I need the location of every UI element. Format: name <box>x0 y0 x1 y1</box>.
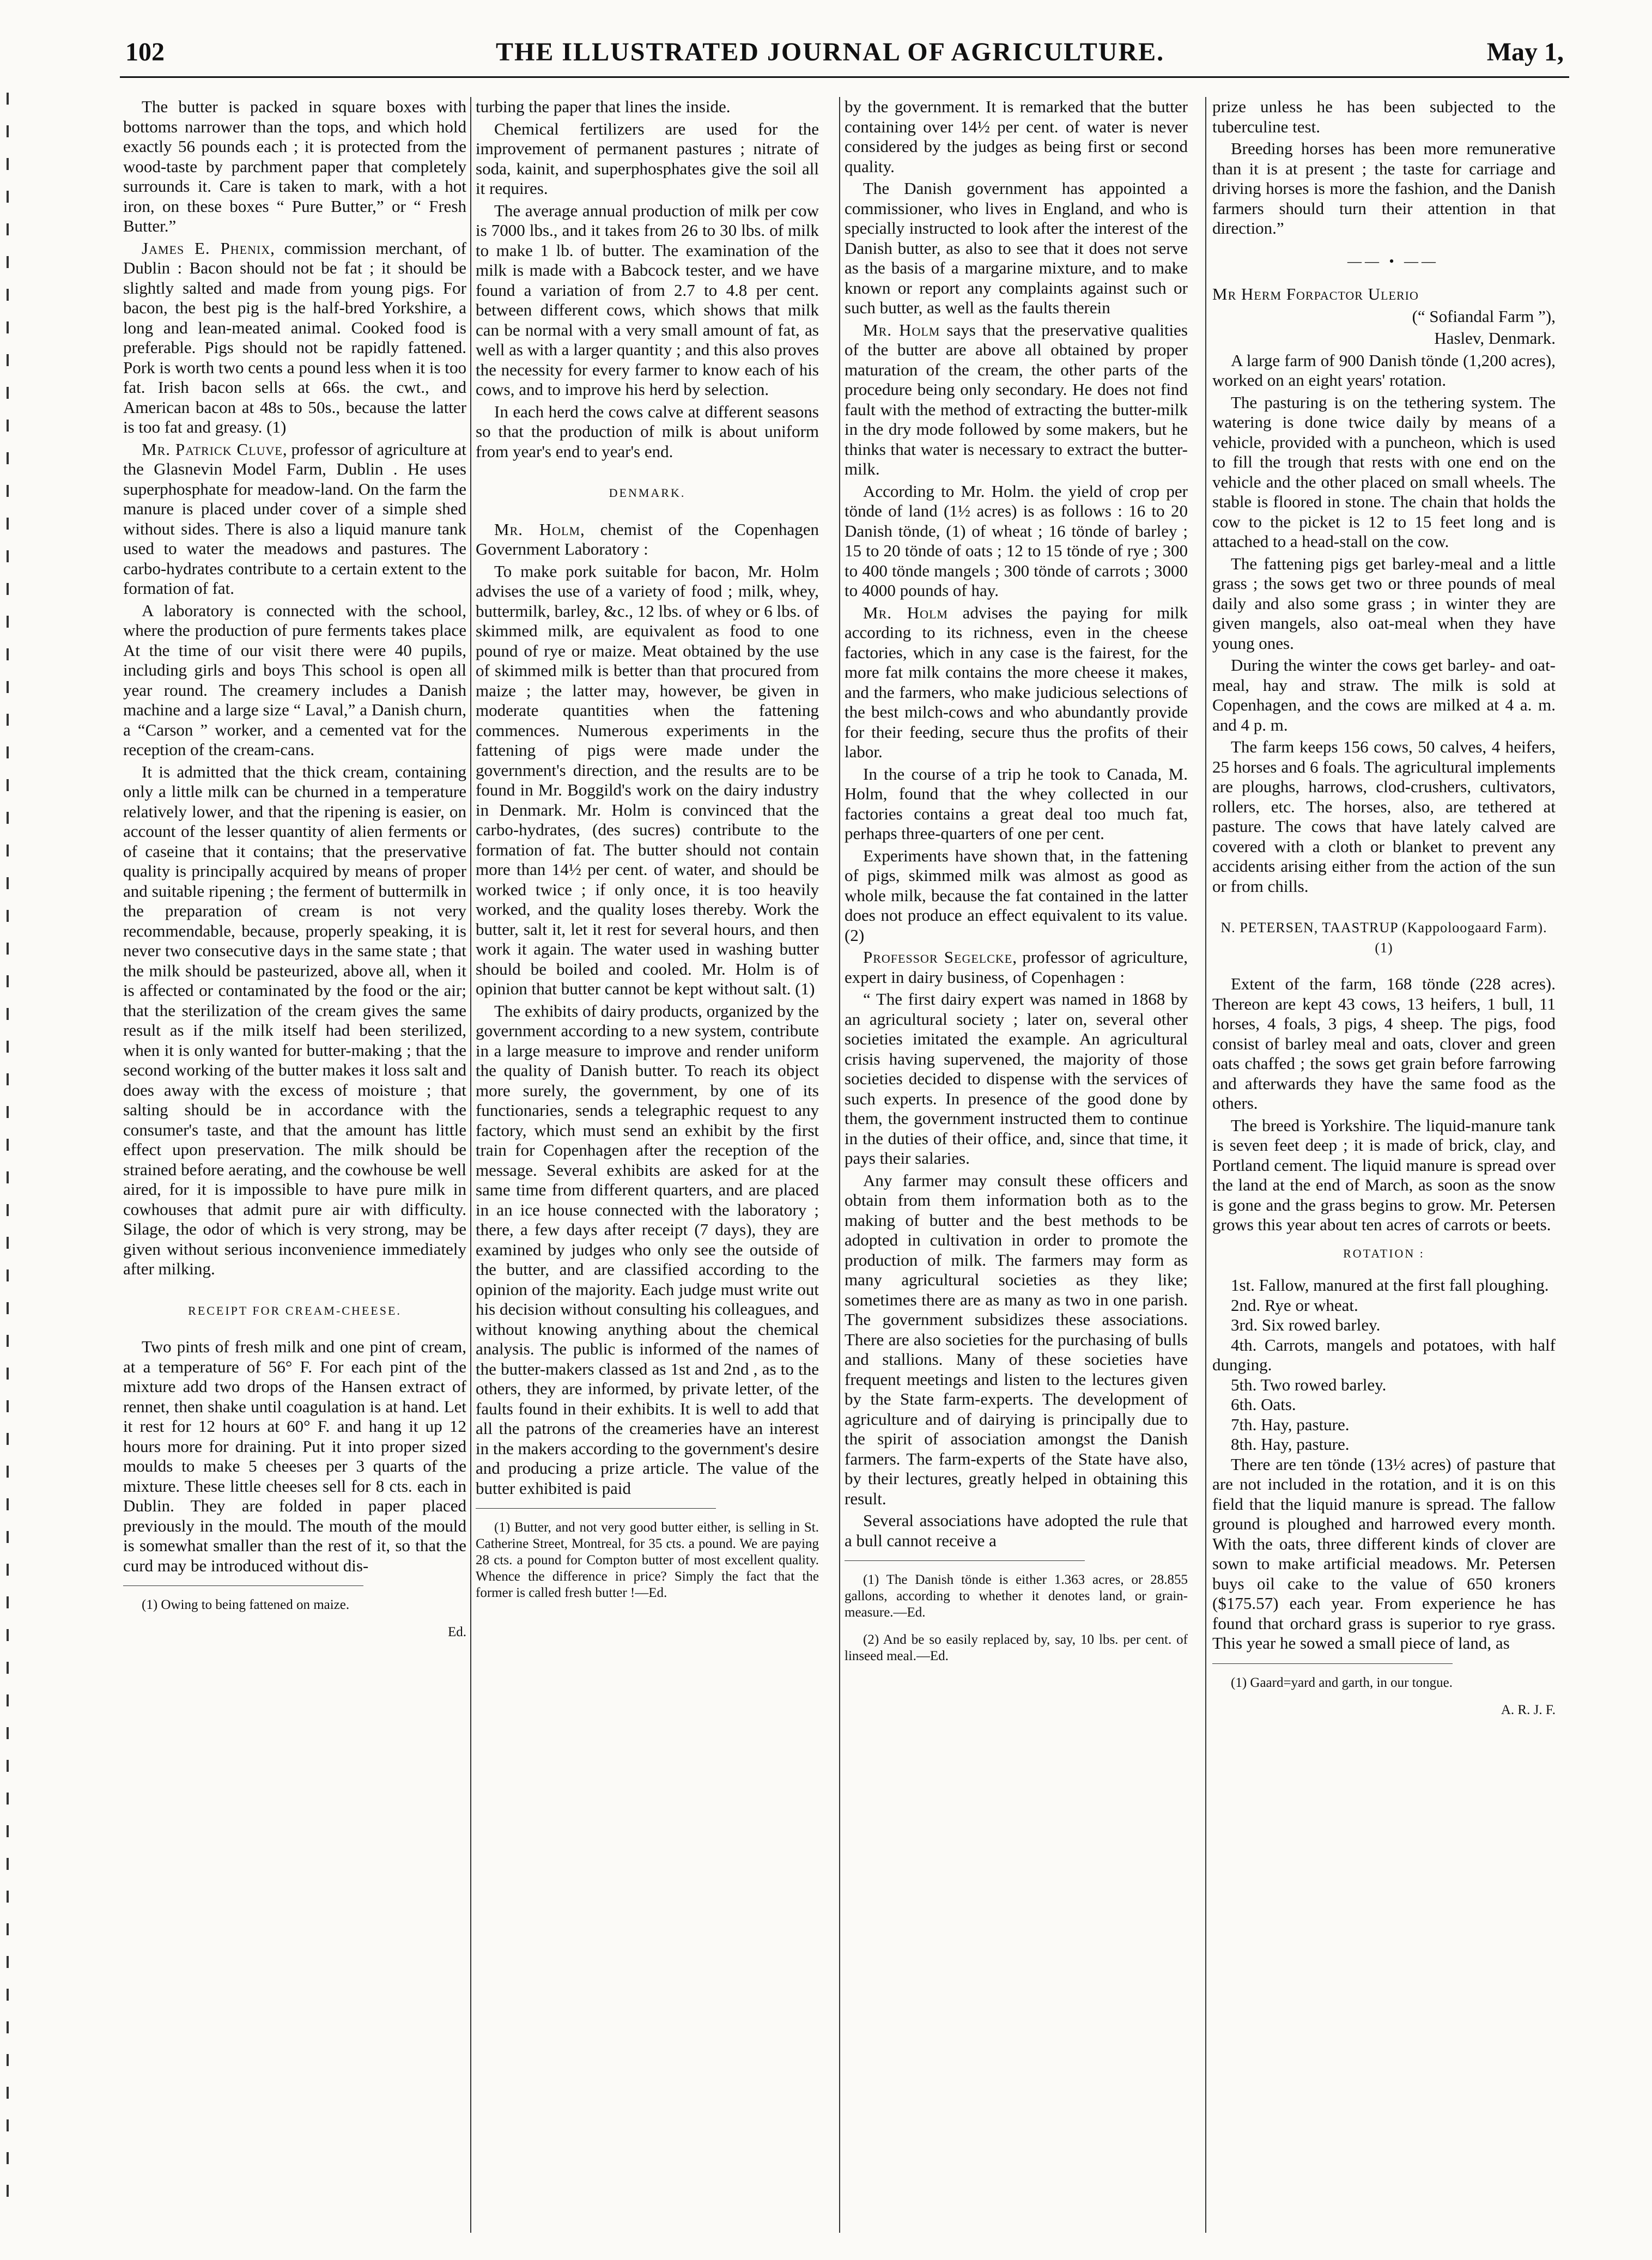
paragraph: “ The first dairy expert was named in 1868 by an agricultural society ; later on, several other societies imitated the example. An agricultural crisis having supervened, the majority of those societies decided to dispense with the services of such experts. In presence of the good done by them, the government instructed them to continue in the duties of their office, and, since that time, it pays their salaries. <box>845 989 1188 1168</box>
issue-date: May 1, <box>1486 38 1564 66</box>
column-separator <box>1205 97 1206 2233</box>
ornament-divider: —— • —— <box>1347 253 1440 269</box>
page-header <box>125 37 1564 81</box>
paragraph: In each herd the cows calve at different seasons so that the production of milk is about uniform from year's end to year's end. <box>476 402 819 461</box>
footnote-signature: A. R. J. F. <box>1501 1702 1556 1717</box>
paragraph-text: , chemist of the Copenhagen Government Laboratory : <box>476 519 819 558</box>
speaker-name: Professor Segelcke <box>863 947 1013 967</box>
section-heading: Mr Herm Forpactor Ulerio <box>1212 284 1419 303</box>
paragraph <box>845 947 1188 987</box>
paragraph: Extent of the farm, 168 tönde (228 acres). Thereon are kept 43 cows, 13 heifers, 1 bull, 11 horses, 4 foals, 3 pigs, 4 sheep. The pigs, food consist of barley meal and oats, clover and green oats chaffed ; the sows get grain before farrowing and afterwards they have the same food as the others. <box>1212 974 1556 1113</box>
paragraph: The exhibits of dairy products, organized by the government according to a new system, contribute in a large measure to improve and render uniform the quality of Danish butter. To reach its object more surely, the government, by one of its functionaries, sends a telegraphic request to any factory, which must send an exhibit by the first train for Copenhagen after the reception of the message. Several exhibits are asked for at the same time from different quarters, and are placed in an ice house connected with the laboratory ; there, a few days after receipt (7 days), they are examined by judges who only see the outside of the butter, and are classified according to the opinion of the majority. Each judge must write out his decision without consulting his colleagues, and without knowing anything about the chemical analysis. The public is informed of the names of the butter-makers classed as 1st and 2nd , as to the others, they are informed, by private letter, of the faults found in their exhibits. It is well to add that all the patrons of the creameries have an interest in the makers according to the government's desire and producing a prize article. The value of the butter exhibited is paid <box>476 1001 819 1498</box>
paragraph-text: , professor of agriculture at the Glasnevin Model Farm, Dublin . He uses superphosphate for meadow-land. On the farm the manure is placed under cover of a simple shed without sides. There is also a liquid manure tank used to water the meadows and pastures. The carbo-hydrates contribute to a certain extent to the formation of fat. <box>123 439 466 598</box>
journal-title: THE ILLUSTRATED JOURNAL OF AGRICULTURE. <box>496 38 1165 66</box>
paragraph: The farm keeps 156 cows, 50 calves, 4 heifers, 25 horses and 6 foals. The agricultural implements are ploughs, harrows, clod-crushers, cultivators, rollers, etc. The horses, also, are tethered at pasture. The cows that have lately calved are covered with a cloth or blanket to prevent any accidents arising either from the action of the sun or from chills. <box>1212 737 1556 896</box>
list-item: 8th. Hay, pasture. <box>1231 1435 1350 1454</box>
speaker-name: Mr. Holm <box>863 603 948 622</box>
paragraph <box>476 520 819 560</box>
paragraph: The average annual production of milk per cow is 7000 lbs., and it takes from 26 to 30 lbs. of milk to make 1 lb. of butter. The examination of the milk is made with a Babcock tester, and we have found a variation of from 2.7 to 4.8 per cent. between different cows, which shows that milk can be normal with a very small amount of fat, as well as with a larger quantity ; and this also proves the necessity for every farmer to know each of his cows, and to improve his herd by selection. <box>476 201 819 399</box>
paragraph: A laboratory is connected with the school, where the production of pure ferments takes place At the time of our visit there were 40 pupils, including girls and boys This school is open all year round. The creamery includes a Danish machine and a large size “ Laval,” a Danish churn, a “Carson ” worker, and a cemented vat for the reception of the cream-cans. <box>123 600 466 759</box>
paragraph <box>845 603 1188 762</box>
paragraph: prize unless he has been subjected to the tuberculine test. <box>1212 97 1556 136</box>
paragraph: In the course of a trip he took to Canada, M. Holm, found that the whey collected in our factories contains a great deal too much fat, perhaps three-quarters of one per cent. <box>845 764 1188 843</box>
list-item: 5th. Two rowed barley. <box>1231 1375 1387 1394</box>
paragraph <box>123 239 466 438</box>
footnote-signature: Ed. <box>447 1625 466 1639</box>
footnote: (1) Butter, and not very good butter either, is selling in St. Catherine Street, Montreal, for 35 cts. a pound. We are paying 28 cts. a pound for Compton butter of most excellent quality. Whence the difference in price? Simply the fact that the former is called fresh butter !—Ed. <box>476 1520 819 1600</box>
section-subheading: (“ Sofiandal Farm ”), <box>1412 306 1556 326</box>
list-item: 4th. Carrots, mangels and potatoes, with half dunging. <box>1212 1335 1556 1374</box>
footnote: (1) Gaard=yard and garth, in our tongue. <box>1231 1675 1453 1690</box>
paragraph-text: advises the paying for milk according to its richness, even in the cheese factories, which in any case is the fairest, for the more fat milk contains the more cheese it makes, and the farmers, who make judicious selections of the best milch-cows and who abundantly provide for their feeding, secure thus the profits of their labor. <box>845 603 1188 761</box>
footnote-rule <box>845 1560 1085 1561</box>
paragraph: During the winter the cows get barley- and oat-meal, hay and straw. The milk is sold at Copenhagen, and the cows are milked at 4 a. m. and 4 p. m. <box>1212 655 1556 734</box>
paragraph: Several associations have adopted the rule that a bull cannot receive a <box>845 1511 1188 1550</box>
section-heading: ROTATION : <box>1343 1246 1425 1260</box>
footnote: (1) Owing to being fattened on maize. <box>142 1597 350 1612</box>
paragraph: According to Mr. Holm. the yield of crop per tönde of land (1½ acres) is as follows : 16 to 20 Danish tönde, (1) of wheat ; 16 tönde of barley ; 15 to 20 tönde of oats ; 12 to 15 tönde of rye ; 300 to 400 tönde mangels ; 300 tönde of carrots ; 3000 to 4000 pounds of hay. <box>845 481 1188 600</box>
paragraph <box>845 320 1188 479</box>
section-heading: DENMARK. <box>609 486 686 500</box>
paragraph: The breed is Yorkshire. The liquid-manure tank is seven feet deep ; it is made of brick, clay, and Portland cement. The liquid manure is spread over the land at the end of March, as soon as the snow is gone and the grass begins to grow. Mr. Petersen grows this year about ten acres of carrots or beets. <box>1212 1115 1556 1234</box>
paragraph: Any farmer may consult these officers and obtain from them information both as to the making of butter and the best methods to be adopted in cultivation in order to promote the production of milk. The farmers may form as many agricultural societies as they like; sometimes there are as many as two in one parish. The government subsidizes these associations. There are also societies for the purchasing of bulls and stallions. Many of these societies have frequent meetings and listen to the lectures given by the State farm-experts. The development of agriculture and of dairying is principally due to the spirit of association amongst the Danish farmers. The farm-experts of the State have also, by their lectures, greatly helped in obtaining this result. <box>845 1170 1188 1508</box>
column-separator <box>470 97 471 2233</box>
paragraph: The butter is packed in square boxes with bottoms narrower than the tops, and which hold exactly 56 pounds each ; it is protected from the wood-taste by parchment paper that completely surrounds it. Care is taken to mark, with a hot iron, on these boxes “ Pure Butter,” or “ Fresh Butter.” <box>123 97 466 235</box>
list-item: 1st. Fallow, manured at the first fall ploughing. <box>1231 1275 1549 1295</box>
paragraph: There are ten tönde (13½ acres) of pasture that are not included in the rotation, and it is on this field that the liquid manure is spread. The fallow ground is ploughed and harrowed every month. With the oats, three different kinds of clover are sown to make artificial meadows. Mr. Petersen buys oil cake to the value of 650 kroners ($175.57) each year. From experience he has found that orchard grass is superior to rye grass. This year he sowed a small piece of land, as <box>1212 1454 1556 1653</box>
section-heading: RECEIPT FOR CREAM-CHEESE. <box>188 1303 402 1317</box>
paragraph: Chemical fertilizers are used for the improvement of permanent pastures ; nitrate of soda, kainit, and superphosphates give the soil all it requires. <box>476 119 819 198</box>
list-item: 7th. Hay, pasture. <box>1231 1414 1350 1434</box>
section-heading: N. PETERSEN, TAASTRUP (Kappoloogaard Farm). (1) <box>1220 920 1547 956</box>
paragraph <box>123 440 466 599</box>
paragraph-text: says that the preservative qualities of the butter are above all obtained by proper maturation of the cream, the other parts of the procedure being only secondary. He does not find fault with the method of extracting the butter-milk in the dry mode followed by some makers, but he thinks that water is necessary to extract the butter-milk. <box>845 320 1188 478</box>
column-2 <box>476 97 819 2233</box>
paragraph: To make pork suitable for bacon, Mr. Holm advises the use of a variety of food ; milk, whey, buttermilk, barley, &c., 12 lbs. of whey or 6 lbs. of skimmed milk, are equivalent as food to one pound of rye or maize. Meat obtained by the use of skimmed milk is better than that procured from maize ; the latter may, however, be given in moderate quantities when the fattening commences. Numerous experiments in the fattening of pigs were made under the government's direction, and the results are to be found in Mr. Boggild's work on the dairy industry in Denmark. Mr. Holm is convinced that the carbo-hydrates, (des sucres) contribute to the formation of fat. The butter should not contain more than 14½ per cent. of water, and should be worked twice ; if only once, it is too heavily worked, and the quality loses thereby. Work the butter, salt it, let it rest for several hours, and then work it again. The water used in washing butter should be boiled and cooled. Mr. Holm is of opinion that butter cannot be kept without salt. (1) <box>476 561 819 998</box>
speaker-name: Mr. Holm <box>494 519 581 539</box>
paragraph: The Danish government has appointed a commissioner, who lives in England, and who is specially instructed to look after the interest of the Danish butter, as also to see that it does not serve as the basis of a margarine mixture, and to make known or report any complaints against such or such butter, as well as the faults therein <box>845 179 1188 317</box>
list-item: 2nd. Rye or wheat. <box>1231 1295 1358 1315</box>
footnote-rule <box>123 1585 363 1586</box>
list-item: 6th. Oats. <box>1231 1395 1296 1414</box>
speaker-name: Mr. Patrick Cluve <box>142 439 283 459</box>
paragraph: The fattening pigs get barley-meal and a little grass ; the sows get two or three pounds of meal daily and also some grass ; in winter they are given mangels, also oat-meal when they have young ones. <box>1212 554 1556 653</box>
column-3 <box>845 97 1188 2233</box>
paragraph-text: , professor of agriculture, expert in dairy business, of Copenhagen : <box>845 947 1188 987</box>
list-item: 3rd. Six rowed barley. <box>1231 1315 1381 1334</box>
paragraph: by the government. It is remarked that the butter containing over 14½ per cent. of water is never considered by the judges as being first or second quality. <box>845 97 1188 176</box>
speaker-name: Mr. Holm <box>863 320 940 339</box>
footnote: (1) The Danish tönde is either 1.363 acres, or 28.855 gallons, according to whether it denotes land, or grain-measure.—Ed. <box>845 1572 1188 1620</box>
paragraph: The pasturing is on the tethering system. The watering is done twice daily by means of a vehicle, provided with a puncheon, which is used to fill the trough that rests with one end on the vehicle and the other placed on small wheels. The stable is floored in stone. The chain that holds the cow to the picket is 12 to 15 feet long and is attached to a head-stall on the cow. <box>1212 392 1556 551</box>
footnote-rule <box>476 1508 716 1509</box>
paragraph: turbing the paper that lines the inside. <box>476 97 731 116</box>
margin-dash-decoration <box>7 93 9 2218</box>
rotation-list <box>1212 1275 1556 1455</box>
column-separator <box>839 97 840 2233</box>
column-1 <box>123 97 466 2233</box>
paragraph: A large farm of 900 Danish tönde (1,200 acres), worked on an eight years' rotation. <box>1212 350 1556 390</box>
paragraph: Experiments have shown that, in the fattening of pigs, skimmed milk was almost as good as whole milk, because the fat contained in the latter does not produce an effect equivalent to its value. (2) <box>845 846 1188 945</box>
header-rule <box>120 76 1569 78</box>
paragraph: Breeding horses has been more remunerative than it is at present ; the taste for carriage and driving horses is more the fashion, and the Danish farmers should turn their attention in that direction.” <box>1212 139 1556 238</box>
footnote: (2) And be so easily replaced by, say, 10 lbs. per cent. of linseed meal.—Ed. <box>845 1632 1188 1663</box>
paragraph: It is admitted that the thick cream, containing only a little milk can be churned in a temperature relatively lower, and that the ripening is easier, on account of the lesser quantity of alien ferments or of caseine that it contains; that the preservative quality is principally acquired by means of proper and suitable ripening ; the ferment of buttermilk in the preparation of cream is not very recommendable, because, properly speaking, it is never two consecutive days in the same state ; that the milk should be pasteurized, above all, when it is affected or contaminated by the food or the air; that the sterilization of the cream gives the same result as if the milk itself had been sterilized, when it is only wanted for butter-making ; that the second working of the butter makes it loss salt and does away with the excess of moisture ; that salting should be in accordance with the consumer's taste, and that the amount has little effect upon preservation. The milk should be strained before aerating, and the cowhouse be well aired, for it is impossible to have pure milk in cowhouses that admit pure air with difficulty. Silage, the odor of which is very strong, may be given without serious inconvenience immediately after milking. <box>123 762 466 1278</box>
paragraph-text: , commission merchant, of Dublin : Bacon should not be fat ; it should be slightly salted and made from young pigs. For bacon, the best pig is the half-bred Yorkshire, a long and lean-meated animal. Cooked food is preferable. Pigs should not be rapidly fattened. Pork is worth two cents a pound less when it is too fat. Irish bacon sells at 66s. the cwt., and American bacon at 48s to 50s., because the latter is too fat and greasy. (1) <box>123 238 466 436</box>
column-4 <box>1212 97 1556 2233</box>
paragraph: Two pints of fresh milk and one pint of cream, at a temperature of 56° F. For each pint of the mixture add two drops of the Hansen extract of rennet, then shake until coagulation is at hand. Let it rest for 12 hours at 60° F. and hang it up 12 hours more for draining. Put it into proper sized moulds to make 5 cheeses per 3 quarts of the mixture. These little cheeses sell for 8 cts. each in Dublin. They are folded in paper placed previously in the mould. The mouth of the mould is somewhat smaller than the rest of it, so that the curd may be introduced without dis- <box>123 1337 466 1575</box>
page-number: 102 <box>125 38 165 66</box>
footnote-rule <box>1212 1663 1453 1664</box>
speaker-name: James E. Phenix <box>142 238 271 258</box>
section-subheading: Haslev, Denmark. <box>1434 329 1556 348</box>
